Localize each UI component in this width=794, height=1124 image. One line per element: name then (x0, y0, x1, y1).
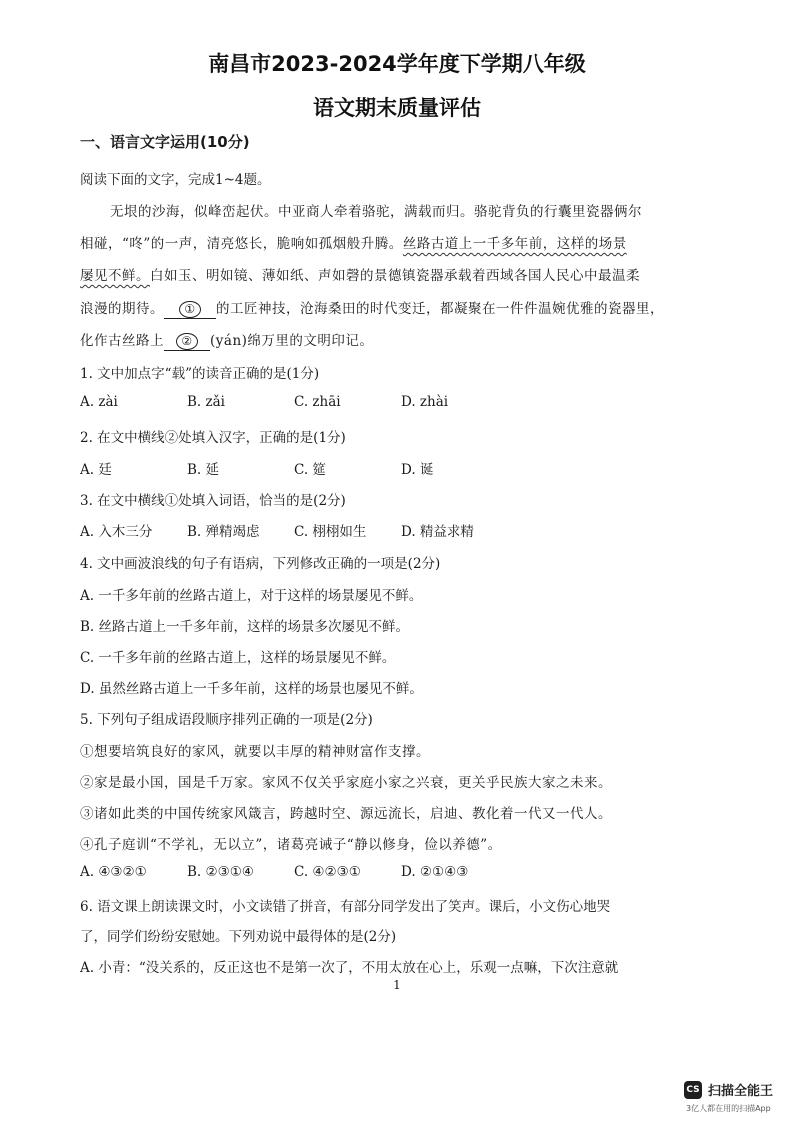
question-4-option-d: D. 虽然丝路古道上一千多年前，这样的场景也屡见不鲜。 (80, 681, 423, 697)
passage-line (80, 329, 373, 351)
option: D. 诞 (401, 462, 434, 478)
question-6-option-a: A. 小青：“没关系的，反正这也不是第一次了，不用太放在心上，乐观一点嘛，下次注意就 (80, 960, 619, 976)
option: C. ④②③① (294, 864, 361, 880)
option: B. zǎi (187, 394, 225, 410)
question-5-sentence-3: ③诸如此类的中国传统家风箴言，跨越时空、源远流长，启迪、教化着一代又一代人。 (80, 806, 612, 822)
passage-line (80, 264, 640, 284)
passage-text: 相碰，“咚”的一声，清亮悠长，脆响如孤烟般升腾。 (80, 236, 403, 252)
option: B. 殚精竭虑 (187, 524, 260, 540)
page-number: 1 (393, 978, 401, 992)
exam-title-line2: 语文期末质量评估 (313, 96, 481, 120)
wavy-underlined-sentence: 屡见不鲜。 (80, 268, 150, 284)
section-heading: 一、语言文字运用(10分) (80, 133, 250, 151)
option: D. 精益求精 (401, 524, 474, 540)
scanner-app-name: 扫描全能王 (708, 1084, 774, 1099)
fill-blank-1 (164, 301, 216, 319)
cs-logo-icon: CS (684, 1081, 702, 1099)
option: A. 廷 (80, 462, 112, 478)
passage-line (80, 232, 627, 252)
question-1-options (80, 394, 508, 410)
option: B. ②③①④ (187, 864, 254, 880)
question-3: 3. 在文中横线①处填入词语，恰当的是(2分) (80, 493, 346, 509)
exam-title-line1: 南昌市2023-2024学年度下学期八年级 (208, 52, 586, 76)
fill-blank-2 (164, 333, 210, 351)
question-3-options (80, 520, 508, 540)
question-5-sentence-1: ①想要培筑良好的家风，就要以丰厚的精神财富作支撑。 (80, 744, 430, 760)
question-6-line-2: 了，同学们纷纷安慰她。下列劝说中最得体的是(2分) (80, 929, 397, 945)
scanner-watermark (684, 1080, 773, 1099)
reading-instruction: 阅读下面的文字，完成1~4题。 (80, 172, 271, 188)
option: C. 栩栩如生 (294, 524, 367, 540)
option: D. ②①④③ (401, 864, 469, 880)
passage-text: 浪漫的期待。 (80, 301, 164, 317)
question-5-sentence-4: ④孔子庭训“不学礼，无以立”，诸葛亮诫子“静以修身，俭以养德”。 (80, 837, 502, 853)
question-2: 2. 在文中横线②处填入汉字，正确的是(1分) (80, 430, 346, 446)
option: C. zhāi (294, 394, 341, 410)
question-5: 5. 下列句子组成语段顺序排列正确的一项是(2分) (80, 712, 373, 728)
passage-line: 无垠的沙海，似峰峦起伏。中亚商人牵着骆驼，满载而归。骆驼背负的行囊里瓷器俩尔 (110, 204, 642, 220)
question-5-options (80, 864, 508, 880)
option: A. zài (80, 394, 118, 410)
option: D. zhài (401, 394, 449, 410)
question-5-sentence-2: ②家是最小国，国是千万家。家风不仅关乎家庭小家之兴衰，更关乎民族大家之未来。 (80, 775, 612, 791)
blank-marker: ① (179, 301, 200, 318)
question-2-options (80, 458, 508, 478)
question-4-option-b: B. 丝路古道上一千多年前，这样的场景多次屡见不鲜。 (80, 619, 410, 635)
passage-text: 白如玉、明如镜、薄如纸、声如磬的景德镇瓷器承载着西域各国人民心中最温柔 (150, 268, 640, 284)
passage-line (80, 297, 664, 319)
scanner-app-tagline: 3亿人都在用的扫描App (686, 1104, 771, 1113)
passage-text: 的工匠神技，沧海桑田的时代变迁，都凝聚在一件件温婉优雅的瓷器里， (216, 301, 664, 317)
question-4-option-a: A. 一千多年前的丝路古道上，对于这样的场景屡见不鲜。 (80, 588, 423, 604)
option: A. 入木三分 (80, 524, 153, 540)
option: C. 筵 (294, 462, 326, 478)
option: A. ④③②① (80, 864, 147, 880)
passage-text: 化作古丝路上 (80, 333, 164, 349)
wavy-underlined-sentence: 丝路古道上一千多年前，这样的场景 (402, 236, 627, 252)
question-4: 4. 文中画波浪线的句子有语病，下列修改正确的一项是(2分) (80, 556, 441, 572)
question-4-option-c: C. 一千多年前的丝路古道上，这样的场景屡见不鲜。 (80, 650, 396, 666)
question-1: 1. 文中加点字“载”的读音正确的是(1分) (80, 366, 320, 382)
passage-text: (yán)绵万里的文明印记。 (210, 333, 374, 349)
option: B. 延 (187, 462, 220, 478)
question-6-line-1: 6. 语文课上朗读课文时，小文读错了拼音，有部分同学发出了笑声。课后，小文伤心地哭 (80, 899, 611, 915)
blank-marker: ② (176, 333, 197, 350)
